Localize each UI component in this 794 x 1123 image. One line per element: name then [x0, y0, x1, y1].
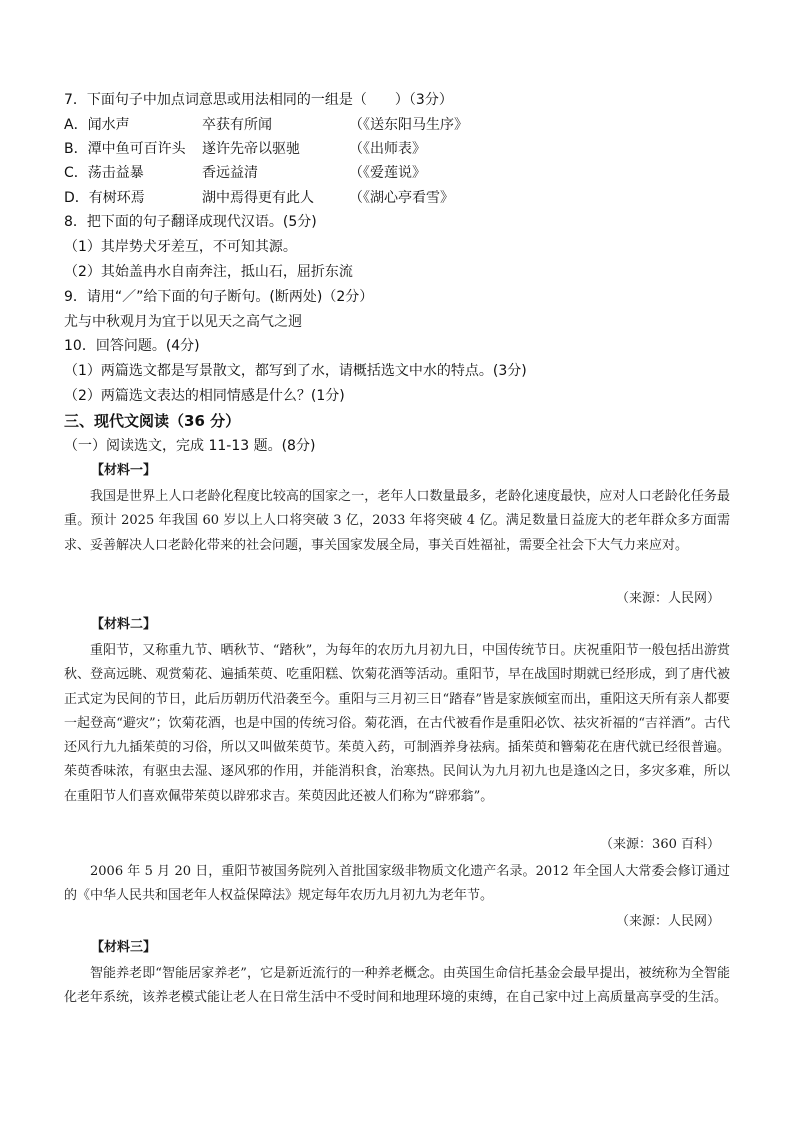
q7-option-a-source: （《送东阳马生序》 [349, 117, 468, 133]
q9-stem: 9．请用“／”给下面的句子断句。(断两处)（2分） [64, 289, 374, 305]
q7-option-d-source: （《湖心亭看雪》 [349, 190, 454, 206]
q8-stem: 8．把下面的句子翻译成现代汉语。(5分) [64, 214, 317, 230]
q7-option-c-label: C．荡击益暴 [64, 165, 144, 181]
material-3-text: 智能养老即“智能居家养老”，它是新近流行的一种养老概念。由英国生命信托基金会最早提出，被统称为全智能化老年系统，该养老模式能让老人在日常生活中不受时间和地理环境的束缚，在自己家中过上高质量高享受的生活。 [64, 966, 730, 1006]
q8-item-1: （1）其岸势犬牙差互，不可知其源。 [64, 239, 297, 255]
q7-option-c-phrase: 香远益清 [202, 165, 258, 181]
q7-option-b-phrase: 遂许先帝以驱驰 [202, 141, 300, 157]
q8-item-2: （2）其始盖冉水自南奔注，抵山石，屈折东流 [64, 264, 353, 280]
q7-option-d-label: D．有树环焉 [64, 190, 145, 206]
material-2-title: 【材料二】 [91, 617, 157, 632]
q10-item-1: （1）两篇选文都是写景散文，都写到了水，请概括选文中水的特点。(3分) [64, 363, 527, 379]
material-2-text-2: 2006 年 5 月 20 日，重阳节被国务院列入首批国家级非物质文化遗产名录。2012 年全国人大常委会修订通过的《中华人民共和国老年人权益保障法》规定每年农历九月初九为老年节。 [64, 864, 730, 904]
q7-option-b-label: B．潭中鱼可百许头 [64, 141, 186, 157]
material-1-text: 我国是世界上人口老龄化程度比较高的国家之一，老年人口数量最多，老龄化速度最快，应对人口老龄化任务最重。预计 2025 年我国 60 岁以上人口将突破 3 亿，2033 年将突破 4 亿。满足数量日益庞大的老年群众多方面需求、妥善解决人口老龄化带来的社会问题，事关国家发展全局，事关百姓福祉，需要全社会下大气力来应对。 [64, 489, 730, 553]
q7-stem: 7．下面句子中加点词意思或用法相同的一组是（ ）（3分） [64, 92, 453, 108]
q9-sentence: 尤与中秋观月为宜于以见天之高气之迥 [64, 314, 302, 330]
q10-item-2: （2）两篇选文表达的相同情感是什么？(1分) [64, 388, 345, 404]
q10-stem: 10．回答问题。(4分) [64, 338, 200, 354]
section-3-subtitle: （一）阅读选文，完成 11-13 题。(8分) [64, 438, 316, 454]
q7-option-d-phrase: 湖中焉得更有此人 [202, 190, 314, 206]
material-1-title: 【材料一】 [91, 463, 157, 478]
q7-option-a-label: A．闻水声 [64, 117, 130, 133]
q7-option-a-phrase: 卒获有所闻 [202, 117, 272, 133]
material-3-title: 【材料三】 [91, 940, 157, 955]
q7-option-b-source: （《出师表》 [349, 141, 426, 157]
q7-option-c-source: （《爱莲说》 [349, 165, 426, 181]
material-2-source: （来源：360 百科） [600, 837, 720, 852]
material-1-source: （来源：人民网） [615, 591, 720, 606]
material-2-source-2: （来源：人民网） [615, 914, 720, 929]
material-2-text: 重阳节，又称重九节、晒秋节、“踏秋”，为每年的农历九月初九日，中国传统节日。庆祝重阳节一般包括出游赏秋、登高远眺、观赏菊花、遍插茱萸、吃重阳糕、饮菊花酒等活动。重阳节，早在战国时期就已经形成，到了唐代被正式定为民间的节日，此后历朝历代沿袭至今。重阳与三月初三日“踏春”皆是家族倾室而出，重阳这天所有亲人都要一起登高“避灾”；饮菊花酒，也是中国的传统习俗。菊花酒，在古代被看作是重阳必饮、祛灾祈福的“吉祥酒”。古代还风行九九插茱萸的习俗，所以又叫做茱萸节。茱萸入药，可制酒养身祛病。插茱萸和簪菊花在唐代就已经很普遍。茱萸香味浓，有驱虫去湿、逐风邪的作用，并能消积食，治寒热。民间认为九月初九也是逢凶之日，多灾多难，所以在重阳节人们喜欢佩带茱萸以辟邪求吉。茱萸因此还被人们称为“辟邪翁”。 [64, 643, 730, 804]
section-3-title: 三、现代文阅读（36 分） [64, 412, 241, 430]
